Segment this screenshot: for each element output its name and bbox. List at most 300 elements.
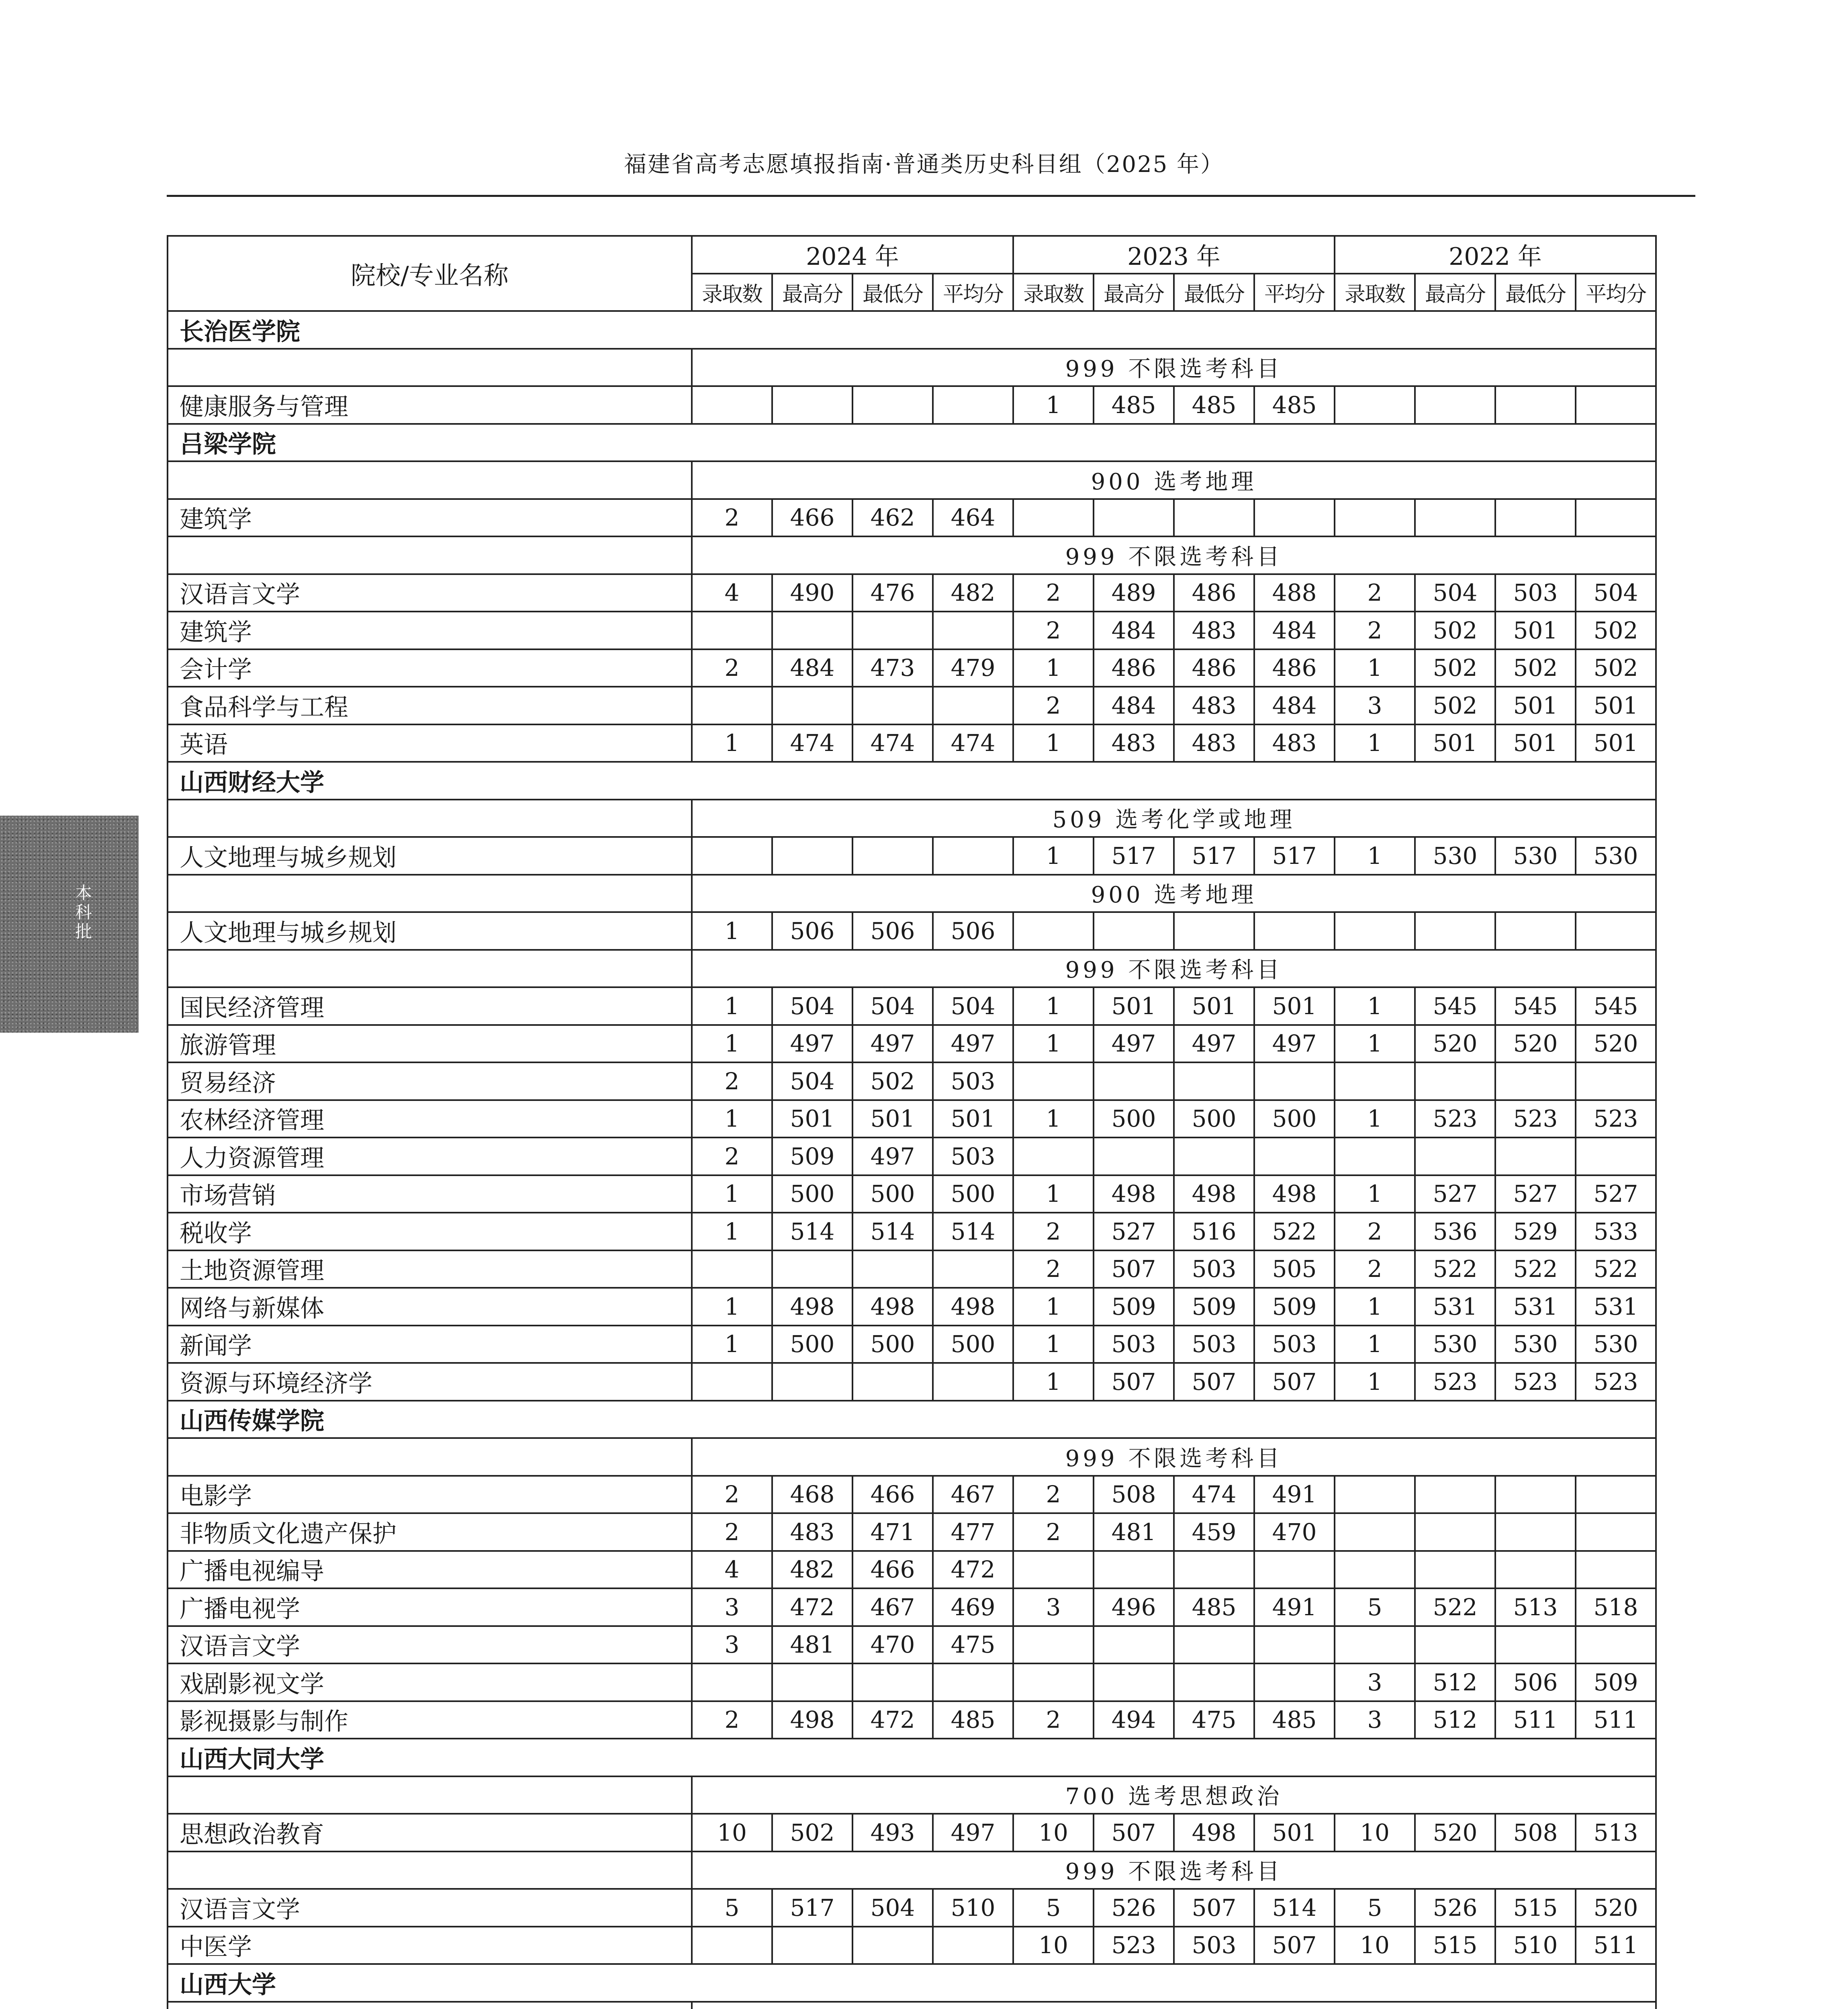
admitted-count-2023 xyxy=(1013,1062,1094,1100)
min-score-2023: 503 xyxy=(1174,1326,1254,1363)
subject-requirement-row xyxy=(168,1851,1656,1889)
admitted-count-2022 xyxy=(1335,386,1415,424)
avg-score-2022: 522 xyxy=(1576,1250,1656,1288)
table-row xyxy=(168,1100,1656,1138)
min-score-2023: 500 xyxy=(1174,1100,1254,1138)
min-score-2024 xyxy=(852,612,933,649)
avg-score-2023: 509 xyxy=(1254,1288,1335,1326)
table-row xyxy=(168,1814,1656,1851)
admitted-count-2022: 3 xyxy=(1335,1701,1415,1739)
max-score-2022 xyxy=(1415,1551,1495,1589)
blank-cell xyxy=(168,536,692,574)
admitted-count-2023: 2 xyxy=(1013,612,1094,649)
min-score-2024: 473 xyxy=(852,649,933,687)
school-row xyxy=(168,762,1656,800)
subject-requirement-row xyxy=(168,1776,1656,1814)
major-name: 建筑学 xyxy=(168,499,692,537)
avg-score-2024: 501 xyxy=(933,1100,1013,1138)
max-score-2022 xyxy=(1415,1476,1495,1514)
max-score-2023 xyxy=(1094,499,1174,537)
table-row xyxy=(168,1137,1656,1175)
max-score-2022 xyxy=(1415,1062,1495,1100)
min-score-2022: 522 xyxy=(1495,1250,1576,1288)
admitted-count-2022: 1 xyxy=(1335,1363,1415,1401)
avg-score-2023: 501 xyxy=(1254,1814,1335,1851)
table-row xyxy=(168,1250,1656,1288)
max-score-2023: 501 xyxy=(1094,987,1174,1025)
avg-score-2024: 497 xyxy=(933,1814,1013,1851)
min-score-2024: 500 xyxy=(852,1326,933,1363)
max-score-2022: 502 xyxy=(1415,649,1495,687)
max-score-2022 xyxy=(1415,912,1495,950)
avg-score-2024: 510 xyxy=(933,1889,1013,1927)
admitted-count-2023: 1 xyxy=(1013,1100,1094,1138)
major-name: 非物质文化遗产保护 xyxy=(168,1513,692,1551)
col-header-max-score: 最高分 xyxy=(772,274,852,311)
max-score-2022: 502 xyxy=(1415,612,1495,649)
max-score-2023: 507 xyxy=(1094,1363,1174,1401)
admitted-count-2024: 2 xyxy=(692,1476,772,1514)
max-score-2023 xyxy=(1094,1137,1174,1175)
admitted-count-2023: 3 xyxy=(1013,1588,1094,1626)
min-score-2022: 545 xyxy=(1495,987,1576,1025)
admitted-count-2023: 2 xyxy=(1013,1701,1094,1739)
admitted-count-2023: 2 xyxy=(1013,574,1094,612)
major-name: 建筑学 xyxy=(168,612,692,649)
min-score-2024: 466 xyxy=(852,1551,933,1589)
avg-score-2022: 520 xyxy=(1576,1889,1656,1927)
min-score-2024: 498 xyxy=(852,1288,933,1326)
max-score-2024: 474 xyxy=(772,724,852,762)
max-score-2022: 512 xyxy=(1415,1663,1495,1701)
admitted-count-2023: 1 xyxy=(1013,386,1094,424)
major-name: 英语 xyxy=(168,724,692,762)
min-score-2022 xyxy=(1495,1062,1576,1100)
avg-score-2022: 523 xyxy=(1576,1363,1656,1401)
major-name: 网络与新媒体 xyxy=(168,1288,692,1326)
max-score-2022: 523 xyxy=(1415,1363,1495,1401)
max-score-2022: 545 xyxy=(1415,987,1495,1025)
admitted-count-2024: 2 xyxy=(692,1137,772,1175)
admitted-count-2024: 3 xyxy=(692,1588,772,1626)
min-score-2024: 462 xyxy=(852,499,933,537)
max-score-2022: 530 xyxy=(1415,1326,1495,1363)
min-score-2022 xyxy=(1495,1626,1576,1664)
avg-score-2022: 501 xyxy=(1576,687,1656,724)
max-score-2023: 517 xyxy=(1094,837,1174,875)
avg-score-2024: 500 xyxy=(933,1175,1013,1213)
subject-requirement-row xyxy=(168,2002,1656,2009)
min-score-2024: 476 xyxy=(852,574,933,612)
admitted-count-2022: 2 xyxy=(1335,574,1415,612)
avg-score-2024: 472 xyxy=(933,1551,1013,1589)
year-header-2022: 2022 年 xyxy=(1335,236,1656,274)
school-name: 山西传媒学院 xyxy=(168,1401,1656,1438)
admitted-count-2022: 3 xyxy=(1335,1663,1415,1701)
admitted-count-2022: 1 xyxy=(1335,649,1415,687)
min-score-2024 xyxy=(852,1927,933,1964)
max-score-2022: 515 xyxy=(1415,1927,1495,1964)
min-score-2022 xyxy=(1495,1476,1576,1514)
table-row xyxy=(168,499,1656,537)
table-row xyxy=(168,1663,1656,1701)
avg-score-2022: 502 xyxy=(1576,612,1656,649)
max-score-2024: 500 xyxy=(772,1175,852,1213)
major-name: 汉语言文学 xyxy=(168,1889,692,1927)
admitted-count-2024: 1 xyxy=(692,1175,772,1213)
min-score-2023 xyxy=(1174,499,1254,537)
min-score-2024 xyxy=(852,1663,933,1701)
school-name: 山西财经大学 xyxy=(168,762,1656,800)
avg-score-2022 xyxy=(1576,1062,1656,1100)
table-row xyxy=(168,1889,1656,1927)
avg-score-2022 xyxy=(1576,1513,1656,1551)
max-score-2022: 526 xyxy=(1415,1889,1495,1927)
col-header-max-score: 最高分 xyxy=(1094,274,1174,311)
min-score-2024 xyxy=(852,687,933,724)
col-header-avg-score: 平均分 xyxy=(1576,274,1656,311)
max-score-2024: 498 xyxy=(772,1288,852,1326)
max-score-2023: 486 xyxy=(1094,649,1174,687)
min-score-2023: 497 xyxy=(1174,1025,1254,1063)
avg-score-2022: 520 xyxy=(1576,1025,1656,1063)
col-header-avg-score: 平均分 xyxy=(1254,274,1335,311)
admitted-count-2023: 2 xyxy=(1013,1476,1094,1514)
major-name: 市场营销 xyxy=(168,1175,692,1213)
blank-cell xyxy=(168,461,692,499)
min-score-2023: 474 xyxy=(1174,1476,1254,1514)
table-row xyxy=(168,1175,1656,1213)
col-header-min-score: 最低分 xyxy=(852,274,933,311)
subject-requirement-row xyxy=(168,875,1656,912)
avg-score-2024 xyxy=(933,687,1013,724)
admitted-count-2022: 1 xyxy=(1335,1326,1415,1363)
max-score-2023: 497 xyxy=(1094,1025,1174,1063)
avg-score-2023: 505 xyxy=(1254,1250,1335,1288)
min-score-2024: 497 xyxy=(852,1025,933,1063)
min-score-2024 xyxy=(852,1250,933,1288)
avg-score-2024: 482 xyxy=(933,574,1013,612)
min-score-2022 xyxy=(1495,1513,1576,1551)
max-score-2022: 530 xyxy=(1415,837,1495,875)
avg-score-2023: 470 xyxy=(1254,1513,1335,1551)
subject-requirement-row xyxy=(168,349,1656,387)
table-row xyxy=(168,612,1656,649)
max-score-2023 xyxy=(1094,1663,1174,1701)
admitted-count-2023: 1 xyxy=(1013,1175,1094,1213)
admitted-count-2024: 4 xyxy=(692,1551,772,1589)
avg-score-2023 xyxy=(1254,1663,1335,1701)
table-row xyxy=(168,1551,1656,1589)
avg-score-2022: 504 xyxy=(1576,574,1656,612)
admitted-count-2022 xyxy=(1335,1626,1415,1664)
admitted-count-2022: 1 xyxy=(1335,987,1415,1025)
max-score-2024: 472 xyxy=(772,1588,852,1626)
admitted-count-2022: 10 xyxy=(1335,1814,1415,1851)
admitted-count-2022 xyxy=(1335,1062,1415,1100)
min-score-2023: 501 xyxy=(1174,987,1254,1025)
max-score-2023 xyxy=(1094,912,1174,950)
admitted-count-2022 xyxy=(1335,1137,1415,1175)
avg-score-2023: 491 xyxy=(1254,1588,1335,1626)
min-score-2022: 506 xyxy=(1495,1663,1576,1701)
avg-score-2024: 503 xyxy=(933,1062,1013,1100)
max-score-2022: 520 xyxy=(1415,1025,1495,1063)
min-score-2023: 485 xyxy=(1174,386,1254,424)
avg-score-2022: 533 xyxy=(1576,1213,1656,1250)
major-name: 中医学 xyxy=(168,1927,692,1964)
avg-score-2023: 483 xyxy=(1254,724,1335,762)
subject-requirement: 900 选考地理 xyxy=(692,461,1656,499)
min-score-2024 xyxy=(852,386,933,424)
name-column-header: 院校/专业名称 xyxy=(168,236,692,311)
subject-requirement: 999 不限选考科目 xyxy=(692,1851,1656,1889)
table-row xyxy=(168,1213,1656,1250)
admitted-count-2024 xyxy=(692,837,772,875)
min-score-2022: 530 xyxy=(1495,1326,1576,1363)
max-score-2023: 485 xyxy=(1094,386,1174,424)
max-score-2024 xyxy=(772,1927,852,1964)
blank-cell xyxy=(168,349,692,387)
admitted-count-2023 xyxy=(1013,1551,1094,1589)
admitted-count-2022: 5 xyxy=(1335,1889,1415,1927)
max-score-2022 xyxy=(1415,1513,1495,1551)
admitted-count-2024: 2 xyxy=(692,1701,772,1739)
table-row xyxy=(168,1326,1656,1363)
max-score-2023 xyxy=(1094,1062,1174,1100)
avg-score-2023: 514 xyxy=(1254,1889,1335,1927)
subject-requirement xyxy=(692,2002,1656,2009)
admitted-count-2024 xyxy=(692,1927,772,1964)
avg-score-2023 xyxy=(1254,912,1335,950)
avg-score-2023: 522 xyxy=(1254,1213,1335,1250)
major-name: 广播电视学 xyxy=(168,1588,692,1626)
avg-score-2022 xyxy=(1576,386,1656,424)
admitted-count-2022: 1 xyxy=(1335,1288,1415,1326)
table-row xyxy=(168,574,1656,612)
max-score-2022: 531 xyxy=(1415,1288,1495,1326)
avg-score-2024: 498 xyxy=(933,1288,1013,1326)
avg-score-2024: 475 xyxy=(933,1626,1013,1664)
admitted-count-2023: 2 xyxy=(1013,1213,1094,1250)
header-rule xyxy=(167,195,1695,197)
min-score-2024: 470 xyxy=(852,1626,933,1664)
admitted-count-2022: 3 xyxy=(1335,687,1415,724)
major-name: 国民经济管理 xyxy=(168,987,692,1025)
max-score-2023: 507 xyxy=(1094,1814,1174,1851)
min-score-2023: 486 xyxy=(1174,574,1254,612)
school-row xyxy=(168,311,1656,349)
admitted-count-2024: 2 xyxy=(692,649,772,687)
blank-cell xyxy=(168,950,692,988)
admitted-count-2024 xyxy=(692,386,772,424)
avg-score-2024: 503 xyxy=(933,1137,1013,1175)
min-score-2022 xyxy=(1495,1551,1576,1589)
min-score-2022: 531 xyxy=(1495,1288,1576,1326)
admitted-count-2024: 1 xyxy=(692,1025,772,1063)
min-score-2022 xyxy=(1495,499,1576,537)
school-row xyxy=(168,1964,1656,2002)
admitted-count-2024: 1 xyxy=(692,1326,772,1363)
max-score-2023: 526 xyxy=(1094,1889,1174,1927)
subject-requirement: 999 不限选考科目 xyxy=(692,536,1656,574)
max-score-2024: 504 xyxy=(772,987,852,1025)
admitted-count-2024 xyxy=(692,687,772,724)
admitted-count-2024: 1 xyxy=(692,987,772,1025)
max-score-2024: 500 xyxy=(772,1326,852,1363)
subject-requirement: 999 不限选考科目 xyxy=(692,1438,1656,1476)
max-score-2022: 527 xyxy=(1415,1175,1495,1213)
admitted-count-2023: 1 xyxy=(1013,649,1094,687)
max-score-2022 xyxy=(1415,1137,1495,1175)
min-score-2024: 467 xyxy=(852,1588,933,1626)
admitted-count-2022 xyxy=(1335,1551,1415,1589)
side-tab xyxy=(0,816,139,1033)
year-header-2023: 2023 年 xyxy=(1013,236,1335,274)
max-score-2023: 494 xyxy=(1094,1701,1174,1739)
min-score-2022 xyxy=(1495,912,1576,950)
admitted-count-2024: 3 xyxy=(692,1626,772,1664)
min-score-2022: 508 xyxy=(1495,1814,1576,1851)
admitted-count-2023 xyxy=(1013,1663,1094,1701)
max-score-2022 xyxy=(1415,1626,1495,1664)
table-row xyxy=(168,1476,1656,1514)
admitted-count-2023: 1 xyxy=(1013,1326,1094,1363)
admitted-count-2022: 2 xyxy=(1335,1213,1415,1250)
major-name: 思想政治教育 xyxy=(168,1814,692,1851)
table-row xyxy=(168,1588,1656,1626)
max-score-2023 xyxy=(1094,1551,1174,1589)
max-score-2024: 481 xyxy=(772,1626,852,1664)
major-name: 土地资源管理 xyxy=(168,1250,692,1288)
max-score-2023: 496 xyxy=(1094,1588,1174,1626)
admitted-count-2022: 1 xyxy=(1335,837,1415,875)
avg-score-2022: 513 xyxy=(1576,1814,1656,1851)
avg-score-2024 xyxy=(933,1927,1013,1964)
max-score-2024: 498 xyxy=(772,1701,852,1739)
max-score-2024: 504 xyxy=(772,1062,852,1100)
table-row xyxy=(168,1626,1656,1664)
min-score-2022: 503 xyxy=(1495,574,1576,612)
major-name: 人力资源管理 xyxy=(168,1137,692,1175)
min-score-2024: 493 xyxy=(852,1814,933,1851)
admitted-count-2022: 1 xyxy=(1335,1175,1415,1213)
admitted-count-2024: 5 xyxy=(692,1889,772,1927)
avg-score-2022 xyxy=(1576,1476,1656,1514)
min-score-2022: 510 xyxy=(1495,1927,1576,1964)
max-score-2024: 468 xyxy=(772,1476,852,1514)
admitted-count-2023: 10 xyxy=(1013,1814,1094,1851)
avg-score-2024: 467 xyxy=(933,1476,1013,1514)
avg-score-2024 xyxy=(933,1250,1013,1288)
school-name: 长治医学院 xyxy=(168,311,1656,349)
max-score-2022 xyxy=(1415,499,1495,537)
avg-score-2024 xyxy=(933,386,1013,424)
avg-score-2022: 511 xyxy=(1576,1927,1656,1964)
avg-score-2022: 518 xyxy=(1576,1588,1656,1626)
min-score-2023: 498 xyxy=(1174,1175,1254,1213)
min-score-2023: 485 xyxy=(1174,1588,1254,1626)
min-score-2023: 516 xyxy=(1174,1213,1254,1250)
min-score-2023 xyxy=(1174,1626,1254,1664)
min-score-2022 xyxy=(1495,1137,1576,1175)
admitted-count-2024: 4 xyxy=(692,574,772,612)
max-score-2024: 482 xyxy=(772,1551,852,1589)
admitted-count-2022 xyxy=(1335,1513,1415,1551)
major-name: 汉语言文学 xyxy=(168,1626,692,1664)
major-name: 税收学 xyxy=(168,1213,692,1250)
subject-requirement: 509 选考化学或地理 xyxy=(692,800,1656,837)
col-header-min-score: 最低分 xyxy=(1174,274,1254,311)
avg-score-2023: 517 xyxy=(1254,837,1335,875)
max-score-2023: 483 xyxy=(1094,724,1174,762)
school-row xyxy=(168,1401,1656,1438)
min-score-2024: 502 xyxy=(852,1062,933,1100)
min-score-2023: 507 xyxy=(1174,1889,1254,1927)
avg-score-2023 xyxy=(1254,499,1335,537)
avg-score-2024: 506 xyxy=(933,912,1013,950)
admitted-count-2023: 2 xyxy=(1013,1513,1094,1551)
year-header-2024: 2024 年 xyxy=(692,236,1013,274)
max-score-2022: 523 xyxy=(1415,1100,1495,1138)
avg-score-2023 xyxy=(1254,1626,1335,1664)
col-header-min-score: 最低分 xyxy=(1495,274,1576,311)
max-score-2023: 481 xyxy=(1094,1513,1174,1551)
major-name: 人文地理与城乡规划 xyxy=(168,912,692,950)
max-score-2024 xyxy=(772,1663,852,1701)
max-score-2023: 484 xyxy=(1094,612,1174,649)
school-name: 吕梁学院 xyxy=(168,424,1656,462)
major-name: 农林经济管理 xyxy=(168,1100,692,1138)
avg-score-2023: 501 xyxy=(1254,987,1335,1025)
school-name: 山西大同大学 xyxy=(168,1739,1656,1776)
table-row xyxy=(168,1288,1656,1326)
min-score-2024: 504 xyxy=(852,987,933,1025)
avg-score-2023 xyxy=(1254,1137,1335,1175)
avg-score-2024: 497 xyxy=(933,1025,1013,1063)
min-score-2024: 501 xyxy=(852,1100,933,1138)
admitted-count-2022: 2 xyxy=(1335,1250,1415,1288)
admitted-count-2024: 10 xyxy=(692,1814,772,1851)
avg-score-2022: 502 xyxy=(1576,649,1656,687)
max-score-2023: 527 xyxy=(1094,1213,1174,1250)
avg-score-2023: 485 xyxy=(1254,1701,1335,1739)
min-score-2023: 517 xyxy=(1174,837,1254,875)
admitted-count-2023: 1 xyxy=(1013,1288,1094,1326)
avg-score-2022: 545 xyxy=(1576,987,1656,1025)
min-score-2022: 529 xyxy=(1495,1213,1576,1250)
min-score-2024: 466 xyxy=(852,1476,933,1514)
max-score-2024 xyxy=(772,687,852,724)
avg-score-2023: 507 xyxy=(1254,1927,1335,1964)
school-row xyxy=(168,1739,1656,1776)
avg-score-2024: 485 xyxy=(933,1701,1013,1739)
major-name: 汉语言文学 xyxy=(168,574,692,612)
min-score-2023 xyxy=(1174,1137,1254,1175)
min-score-2022: 501 xyxy=(1495,687,1576,724)
admitted-count-2023: 1 xyxy=(1013,724,1094,762)
subject-requirement: 700 选考思想政治 xyxy=(692,1776,1656,1814)
subject-requirement-row xyxy=(168,1438,1656,1476)
min-score-2023: 483 xyxy=(1174,724,1254,762)
avg-score-2024: 500 xyxy=(933,1326,1013,1363)
avg-score-2022: 509 xyxy=(1576,1663,1656,1701)
avg-score-2023: 486 xyxy=(1254,649,1335,687)
min-score-2024: 474 xyxy=(852,724,933,762)
admitted-count-2022 xyxy=(1335,912,1415,950)
min-score-2023: 483 xyxy=(1174,687,1254,724)
min-score-2023: 459 xyxy=(1174,1513,1254,1551)
